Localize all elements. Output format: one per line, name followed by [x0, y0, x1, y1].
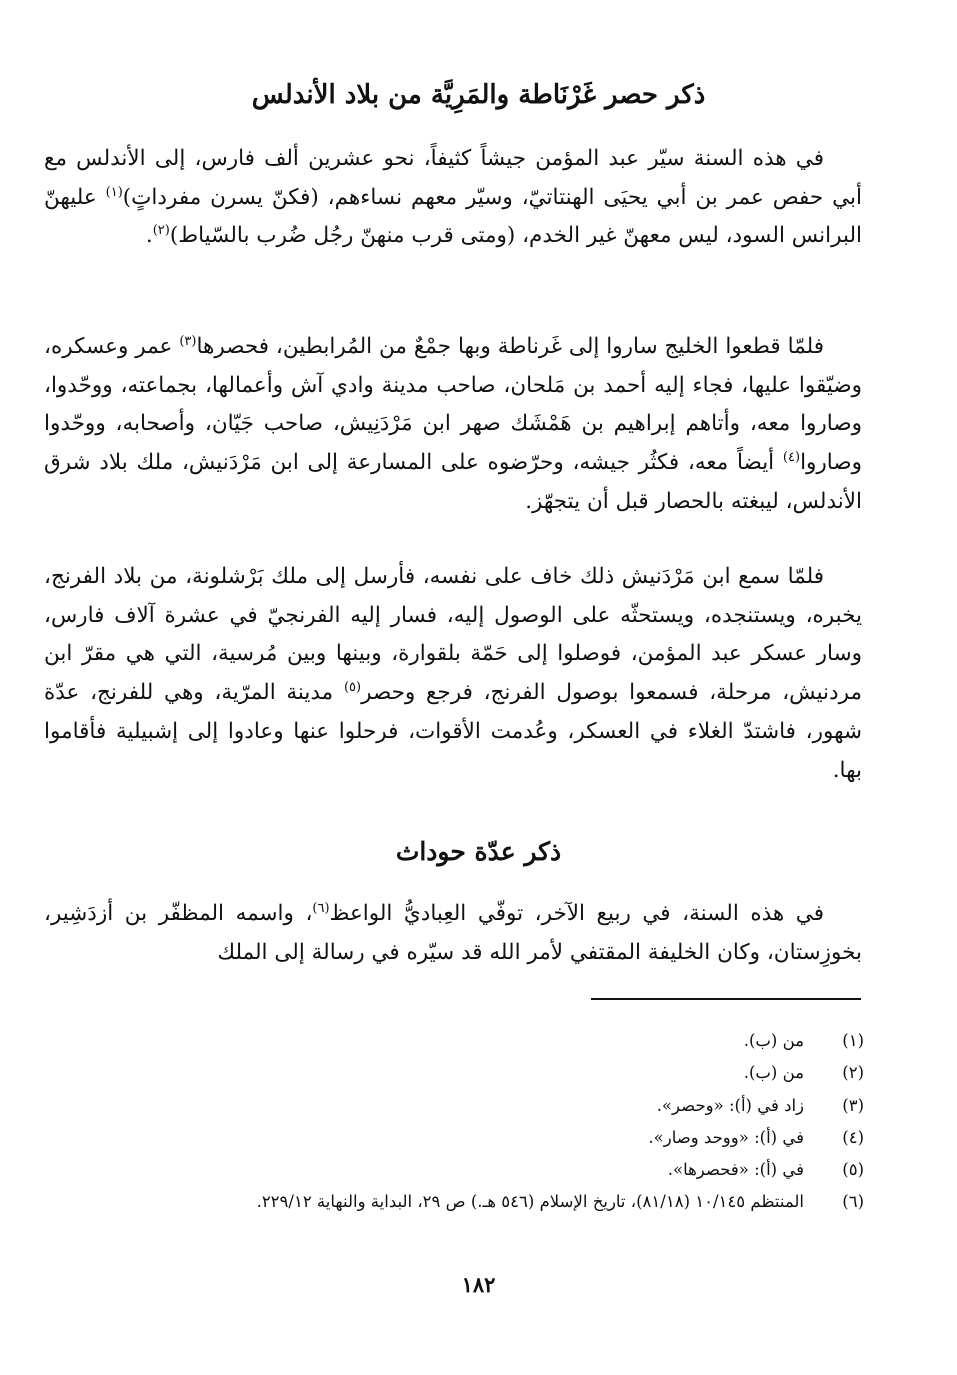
footnote-1	[80, 1025, 864, 1057]
paragraph-3-text-b: مدينة المرّية، وهي للفرنج، عدّة شهور، فاشتدّ الغلاء في العسكر، وعُدمت الأقوات، فرحلوا عنها وعادوا إلى إشبيلية فأقاموا بها.	[44, 680, 862, 783]
paragraph-4-text-b: ، واسمه المظفّر بن أزدَشِير، بخوزِستان، وكان الخليفة المقتفي لأمر الله قد سيّره في رسالة إلى الملك	[44, 901, 862, 965]
footnote-ref-3: (٣)	[179, 333, 197, 349]
footnote-number: (٣)	[842, 1095, 864, 1115]
footnote-5	[80, 1154, 864, 1186]
paragraph-3	[44, 558, 862, 790]
footnote-3	[80, 1090, 864, 1122]
footnote-number: (٦)	[842, 1192, 864, 1212]
paragraph-4	[44, 895, 862, 972]
footnote-number: (٤)	[842, 1127, 864, 1147]
footnote-4	[80, 1122, 864, 1154]
footnote-text: من (ب).	[743, 1063, 804, 1083]
paragraph-1	[44, 140, 862, 256]
paragraph-4-text-a: في هذه السنة، في ربيع الآخر، توفّي العِباديُّ الواعظ	[329, 901, 824, 926]
footnote-number: (٢)	[842, 1063, 864, 1083]
paragraph-2	[44, 328, 862, 522]
footnote-ref-6: (٦)	[312, 900, 330, 916]
paragraph-1-text-b: عليهنّ البرانس السود، ليس معهنّ غير الخدم، (ومتى قرب منهنّ رجُل ضُرب بالسّياط)	[44, 184, 862, 249]
paragraph-3-text-a: فلمّا سمع ابن مَرْدَنيش ذلك خاف على نفسه، فأرسل إلى ملك بَرْشلونة، من بلاد الفرنج، يخبره، ويستنجده، ويستحثّه على الوصول إليه، فسار إليه الفرنجيّ في عشرة آلاف فارس، وسار عسكر عبد المؤمن، فوصلوا إلى حَمّة بلقوارة، وبينها وبين مُرسية، التي هي مقرّ ابن مردنيش، مرحلة، فسمعوا بوصول الفرنج، فرجع وحصر	[44, 564, 862, 706]
footnote-text: زاد في (أ): «وحصر».	[656, 1095, 804, 1115]
footnote-6	[80, 1186, 864, 1218]
paragraph-2-text-b: عمر وعسكره، وضيّقوا عليها، فجاء إليه أحمد بن مَلحان، صاحب مدينة وادي آش وأعمالها، بجماعته، ووحّدوا، وصاروا معه، وأتاهم إبراهيم بن هَمْشَك صهر ابن مَرْدَنِيش، صاحب جَيّان، وأصحابه، ووحّدوا وصاروا	[44, 334, 862, 476]
paragraph-1-text-a: في هذه السنة سيّر عبد المؤمن جيشاً كثيفاً، نحو عشرين ألف فارس، إلى الأندلس مع أبي حفص عمر بن أبي يحيَى الهنتاتيّ، وسيّر معهم نساءهم، (فكنّ يسرن مفرداتٍ)	[44, 146, 862, 210]
footnote-ref-2: (٢)	[152, 223, 170, 239]
footnote-text: في (أ): «ووحد وصار».	[648, 1127, 804, 1147]
footnote-text: في (أ): «فحصرها».	[667, 1160, 804, 1180]
paragraph-2-text-a: فلمّا قطعوا الخليج ساروا إلى غَرناطة وبها جمْعٌ من المُرابطين، فحصرها	[196, 334, 824, 359]
section-heading-events: ذكر عدّة حوداث	[395, 837, 562, 866]
footnote-text: المنتظم ١٠/١٤٥ (٨١/١٨)، تاريخ الإسلام (٥٤٦ هـ.) ص ٢٩، البداية والنهاية ٢٢٩/١٢.	[256, 1192, 804, 1212]
footnote-number: (٥)	[842, 1160, 864, 1180]
footnote-number: (١)	[842, 1031, 864, 1050]
footnote-ref-4: (٤)	[782, 449, 801, 465]
paragraph-2-text-c: أيضاً معه، فكثُر جيشه، وحرّضوه على المسارعة إلى ابن مَرْدَنيش، ملك بلاد شرق الأندلس، ليبغته بالحصار قبل أن يتجهّز.	[44, 450, 862, 514]
paragraph-1-text-c: .	[145, 223, 153, 249]
footnote-2	[80, 1057, 864, 1089]
page-number: ١٨٢	[461, 1272, 496, 1297]
footnotes	[80, 1025, 864, 1219]
footnote-ref-1: (١)	[105, 184, 123, 200]
footnote-ref-5: (٥)	[343, 679, 362, 695]
section-heading-siege: ذكر حصر غَرْنَاطة والمَرِيَّة من بلاد الأندلس	[251, 80, 706, 110]
footnote-text: من (ب).	[743, 1031, 804, 1050]
footnote-separator	[591, 998, 861, 1000]
